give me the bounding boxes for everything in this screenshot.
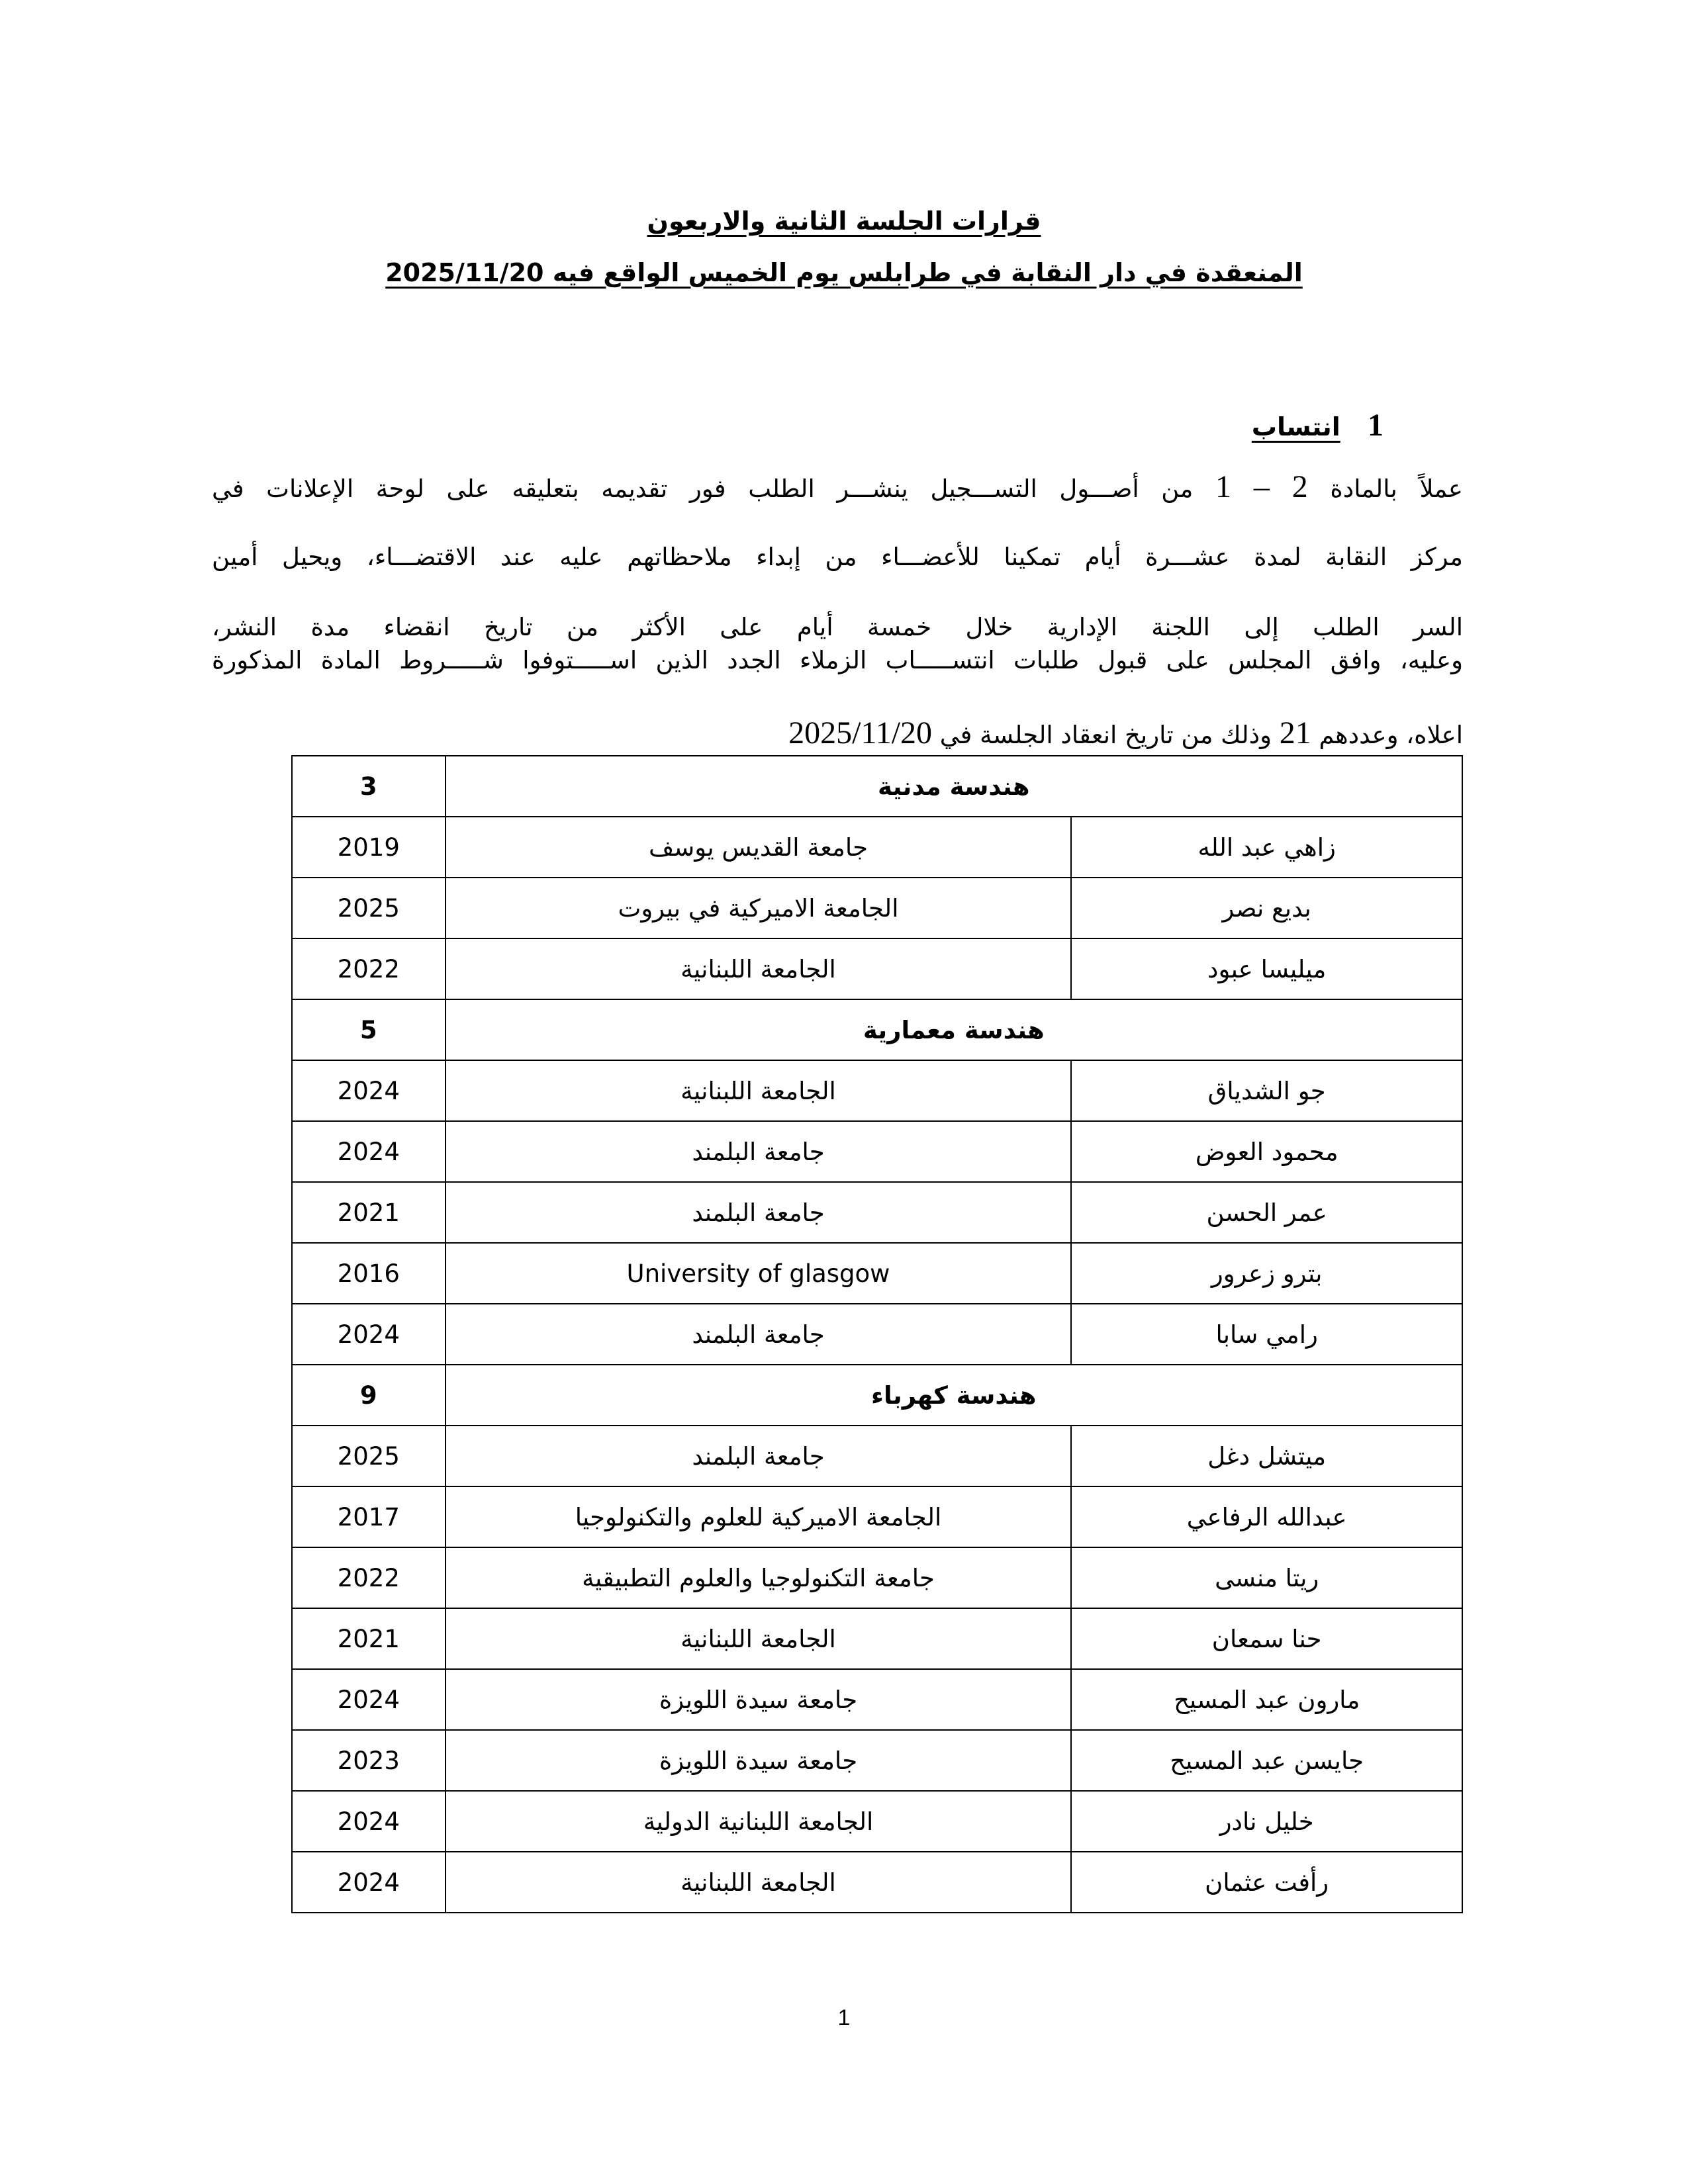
members-table bbox=[291, 755, 1463, 1913]
session-date: 2025/11/20 bbox=[788, 715, 933, 751]
table-row bbox=[292, 1669, 1462, 1730]
table-row bbox=[292, 1182, 1462, 1243]
category-row bbox=[292, 999, 1462, 1060]
graduation-year: 2023 bbox=[292, 1730, 445, 1791]
member-count: 21 bbox=[1279, 715, 1311, 751]
category-count: 5 bbox=[292, 999, 445, 1060]
university: الجامعة اللبنانية bbox=[445, 938, 1072, 999]
table-row bbox=[292, 1304, 1462, 1365]
university: جامعة البلمند bbox=[445, 1182, 1072, 1243]
graduation-year: 2024 bbox=[292, 1121, 445, 1182]
table-row bbox=[292, 1791, 1462, 1852]
category-row bbox=[292, 1365, 1462, 1426]
category-name: هندسة مدنية bbox=[445, 756, 1462, 817]
university: University of glasgow bbox=[445, 1243, 1072, 1304]
category-name: هندسة معمارية bbox=[445, 999, 1462, 1060]
table-row bbox=[292, 938, 1462, 999]
graduation-year: 2024 bbox=[292, 1852, 445, 1913]
page-number: 1 bbox=[837, 2005, 851, 2030]
table-row bbox=[292, 1243, 1462, 1304]
university: جامعة القديس يوسف bbox=[445, 817, 1072, 878]
member-name: حنا سمعان bbox=[1071, 1608, 1462, 1669]
graduation-year: 2017 bbox=[292, 1486, 445, 1547]
member-name: عمر الحسن bbox=[1071, 1182, 1462, 1243]
table-row bbox=[292, 1060, 1462, 1121]
university: جامعة سيدة اللويزة bbox=[445, 1669, 1072, 1730]
graduation-year: 2022 bbox=[292, 938, 445, 999]
document-subtitle: المنعقدة في دار النقابة في طرابلس يوم الخميس الواقع فيه 2025/11/20 bbox=[385, 258, 1303, 287]
table-row bbox=[292, 1852, 1462, 1913]
graduation-year: 2024 bbox=[292, 1791, 445, 1852]
member-name: خليل نادر bbox=[1071, 1791, 1462, 1852]
member-name: ميليسا عبود bbox=[1071, 938, 1462, 999]
university: الجامعة اللبنانية الدولية bbox=[445, 1791, 1072, 1852]
section-heading bbox=[1252, 407, 1383, 443]
university: الجامعة اللبنانية bbox=[445, 1852, 1072, 1913]
paragraph-text: عملاً بالمادة bbox=[1307, 475, 1463, 503]
paragraph-text: وذلك من تاريخ انعقاد الجلسة في bbox=[932, 721, 1280, 749]
member-name: جايسن عبد المسيح bbox=[1071, 1730, 1462, 1791]
graduation-year: 2019 bbox=[292, 817, 445, 878]
university: جامعة البلمند bbox=[445, 1121, 1072, 1182]
graduation-year: 2016 bbox=[292, 1243, 445, 1304]
table-row bbox=[292, 878, 1462, 938]
member-name: بديع نصر bbox=[1071, 878, 1462, 938]
university: الجامعة الاميركية في بيروت bbox=[445, 878, 1072, 938]
member-name: عبدالله الرفاعي bbox=[1071, 1486, 1462, 1547]
member-name: زاهي عبد الله bbox=[1071, 817, 1462, 878]
table-row bbox=[292, 817, 1462, 878]
graduation-year: 2022 bbox=[292, 1547, 445, 1608]
category-count: 9 bbox=[292, 1365, 445, 1426]
university: جامعة البلمند bbox=[445, 1304, 1072, 1365]
category-name: هندسة كهرباء bbox=[445, 1365, 1462, 1426]
document-title: قرارات الجلسة الثانية والاربعون bbox=[647, 206, 1041, 236]
university: الجامعة اللبنانية bbox=[445, 1060, 1072, 1121]
category-count: 3 bbox=[292, 756, 445, 817]
graduation-year: 2025 bbox=[292, 878, 445, 938]
paragraph-line-2: مركز النقابة لمدة عشـــرة أيام تمكينا للأعضـــاء من إبداء ملاحظاتهم عليه عند الاقتضـــاء، ويحيل أمين bbox=[212, 543, 1463, 571]
table-row bbox=[292, 1486, 1462, 1547]
university: الجامعة الاميركية للعلوم والتكنولوجيا bbox=[445, 1486, 1072, 1547]
paragraph-line-3: السر الطلب إلى اللجنة الإدارية خلال خمسة أيام على الأكثر من تاريخ انقضاء مدة النشر، bbox=[212, 613, 1463, 641]
section-number: 1 bbox=[1368, 408, 1383, 443]
university: جامعة التكنولوجيا والعلوم التطبيقية bbox=[445, 1547, 1072, 1608]
graduation-year: 2024 bbox=[292, 1060, 445, 1121]
paragraph-line-5 bbox=[212, 717, 1463, 751]
member-name: ريتا منسى bbox=[1071, 1547, 1462, 1608]
member-name: رامي سابا bbox=[1071, 1304, 1462, 1365]
table-row bbox=[292, 1121, 1462, 1182]
university: الجامعة اللبنانية bbox=[445, 1608, 1072, 1669]
table-row bbox=[292, 1730, 1462, 1791]
member-name: جو الشدياق bbox=[1071, 1060, 1462, 1121]
section-title: انتساب bbox=[1251, 412, 1340, 441]
member-name: محمود العوض bbox=[1071, 1121, 1462, 1182]
paragraph-line-4: وعليه، وافق المجلس على قبول طلبات انتســـــاب الزملاء الجدد الذين اســـــتوفوا شـــــروط المادة المذكورة bbox=[212, 646, 1463, 674]
graduation-year: 2021 bbox=[292, 1608, 445, 1669]
members-table-body bbox=[292, 756, 1462, 1913]
university: جامعة سيدة اللويزة bbox=[445, 1730, 1072, 1791]
table-row bbox=[292, 1426, 1462, 1486]
member-name: رأفت عثمان bbox=[1071, 1852, 1462, 1913]
member-name: بترو زعرور bbox=[1071, 1243, 1462, 1304]
member-name: ميتشل دغل bbox=[1071, 1426, 1462, 1486]
table-row bbox=[292, 1547, 1462, 1608]
paragraph-line-1 bbox=[212, 471, 1463, 505]
paragraph-text: من أصـــول التســـجيل ينشـــر الطلب فور تقديمه بتعليقه على لوحة الإعلانات في bbox=[212, 475, 1215, 503]
graduation-year: 2021 bbox=[292, 1182, 445, 1243]
graduation-year: 2024 bbox=[292, 1669, 445, 1730]
paragraph-text: اعلاه، وعددهم bbox=[1311, 721, 1463, 749]
category-row bbox=[292, 756, 1462, 817]
article-number: 2 – 1 bbox=[1215, 469, 1308, 504]
graduation-year: 2024 bbox=[292, 1304, 445, 1365]
graduation-year: 2025 bbox=[292, 1426, 445, 1486]
university: جامعة البلمند bbox=[445, 1426, 1072, 1486]
member-name: مارون عبد المسيح bbox=[1071, 1669, 1462, 1730]
table-row bbox=[292, 1608, 1462, 1669]
